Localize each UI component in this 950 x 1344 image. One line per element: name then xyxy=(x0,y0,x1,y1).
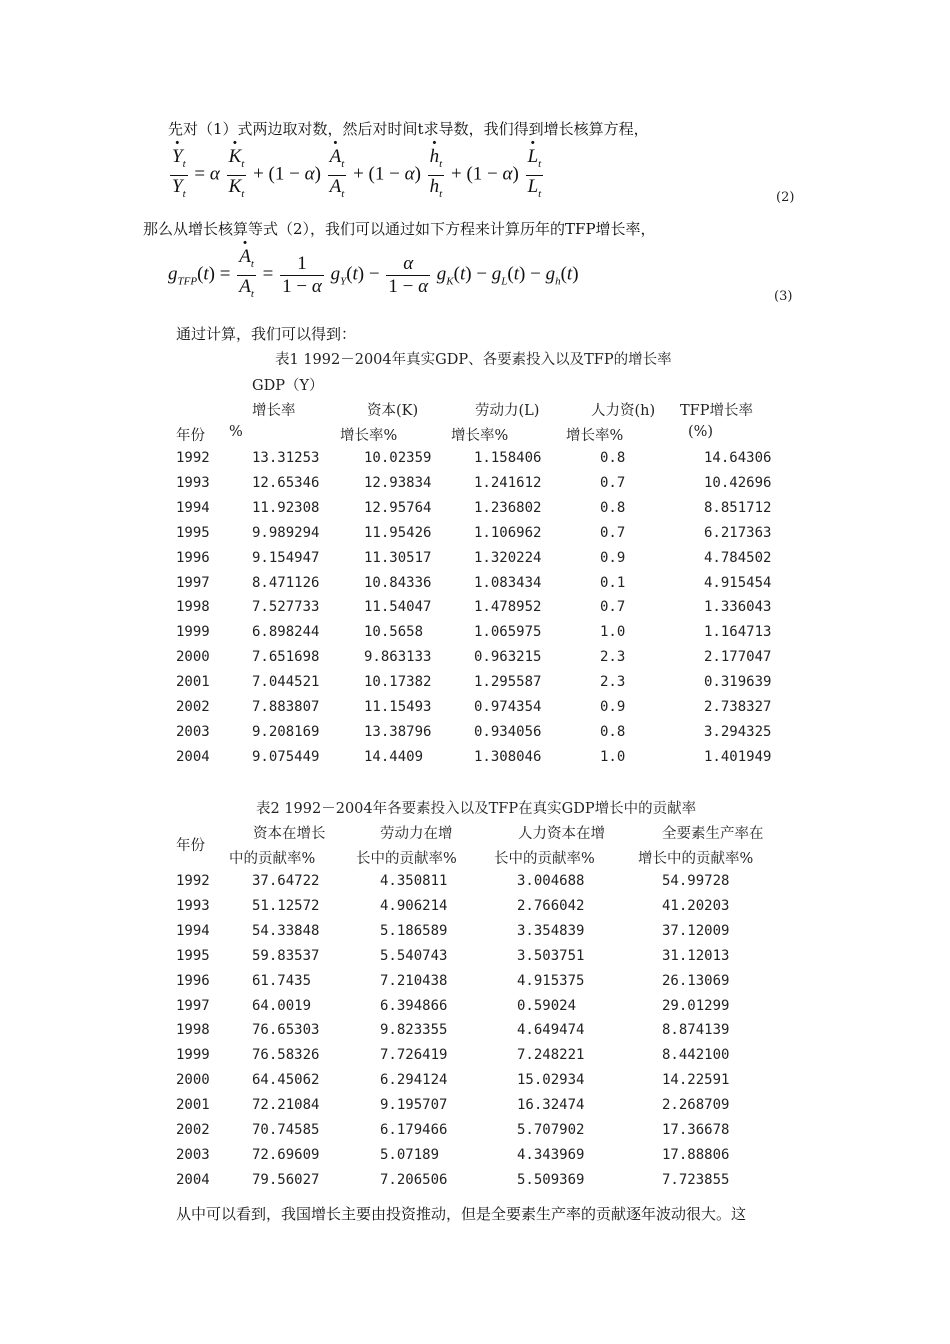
table1-capital-growth-cell: 10.5658 xyxy=(364,624,424,641)
table2-header-capital-line1: 资本在增长 xyxy=(253,826,326,842)
table2-labor-contribution-cell: 6.394866 xyxy=(380,997,448,1014)
equation-number-2: (2) xyxy=(776,190,795,205)
table1-labor-growth-cell: 0.934056 xyxy=(474,723,542,740)
table2-row xyxy=(0,923,950,948)
table1-human-capital-growth-cell: 1.0 xyxy=(600,624,626,641)
table1-capital-growth-cell: 13.38796 xyxy=(364,723,432,740)
table2-labor-contribution-cell: 4.350811 xyxy=(380,873,448,889)
table2-year-cell: 1997 xyxy=(176,997,210,1014)
table1-tfp-growth-cell: 2.177047 xyxy=(704,649,772,666)
table2-human-capital-contribution-cell: 3.004688 xyxy=(517,873,585,889)
table1-labor-growth-cell: 1.106962 xyxy=(474,524,542,541)
table2-year-cell: 2001 xyxy=(176,1097,210,1114)
table1-gdp-growth-cell: 12.65346 xyxy=(252,474,320,491)
table2-year-cell: 1993 xyxy=(176,897,210,914)
table1-labor-growth-cell: 1.295587 xyxy=(474,674,542,691)
table2-capital-contribution-cell: 64.45062 xyxy=(252,1072,320,1089)
table2-row xyxy=(0,873,950,898)
table1-tfp-growth-cell: 10.42696 xyxy=(704,474,772,491)
table1-year-cell: 1997 xyxy=(176,574,210,591)
tfp-growth-equation: $g_{TFP}(t)$ = · $\frac{A_t}{A_t}$ = $\frac{1}{1 - \alpha}$ $g_Y(t)$ − $\frac{\alpha}{1 - \alpha}$ $g_K(t) - g_L(t) - g_h(t)$ xyxy=(168,246,579,305)
table2-capital-contribution-cell: 79.56027 xyxy=(252,1171,320,1188)
table1-human-capital-growth-cell: 2.3 xyxy=(600,674,626,691)
table1-header-capital-line2: 增长率% xyxy=(340,428,398,444)
table1-year-cell: 2003 xyxy=(176,723,210,740)
table2-tfp-contribution-cell: 26.13069 xyxy=(662,972,730,989)
table2-labor-contribution-cell: 7.210438 xyxy=(380,972,448,989)
table2-human-capital-contribution-cell: 2.766042 xyxy=(517,897,585,914)
table1-gdp-growth-cell: 13.31253 xyxy=(252,450,320,466)
table1-row xyxy=(0,649,950,674)
table1-gdp-growth-cell: 9.154947 xyxy=(252,549,320,566)
closing-paragraph: 从中可以看到，我国增长主要由投资推动，但是全要素生产率的贡献逐年波动很大。这 xyxy=(176,1205,747,1223)
table1-tfp-growth-cell: 1.401949 xyxy=(704,748,772,765)
table2-row xyxy=(0,1122,950,1147)
table1-tfp-growth-cell: 6.217363 xyxy=(704,524,772,541)
table1-gdp-growth-cell: 7.527733 xyxy=(252,599,320,616)
table2-capital-contribution-cell: 54.33848 xyxy=(252,922,320,939)
table2-labor-contribution-cell: 5.186589 xyxy=(380,922,448,939)
table2-labor-contribution-cell: 9.823355 xyxy=(380,1022,448,1039)
table2-row xyxy=(0,1097,950,1122)
table1-gdp-growth-cell: 6.898244 xyxy=(252,624,320,641)
table2-capital-contribution-cell: 76.65303 xyxy=(252,1022,320,1039)
table1-row xyxy=(0,525,950,550)
table1-human-capital-growth-cell: 0.9 xyxy=(600,699,626,715)
table2-year-cell: 2004 xyxy=(176,1171,210,1188)
table1-capital-growth-cell: 11.15493 xyxy=(364,699,432,715)
table1-human-capital-growth-cell: 1.0 xyxy=(600,748,626,765)
table1-human-capital-growth-cell: 0.1 xyxy=(600,574,626,591)
table2-tfp-contribution-cell: 2.268709 xyxy=(662,1097,730,1114)
table1-gdp-growth-cell: 8.471126 xyxy=(252,574,320,591)
table1-gdp-growth-cell: 7.651698 xyxy=(252,649,320,666)
table1-tfp-growth-cell: 0.319639 xyxy=(704,674,772,691)
table2-capital-contribution-cell: 37.64722 xyxy=(252,873,320,889)
table1-human-capital-growth-cell: 0.8 xyxy=(600,450,626,466)
table2-header-year: 年份 xyxy=(176,838,205,854)
table1-tfp-growth-cell: 3.294325 xyxy=(704,723,772,740)
table1-gdp-growth-cell: 9.208169 xyxy=(252,723,320,740)
table2-capital-contribution-cell: 70.74585 xyxy=(252,1122,320,1138)
table2-human-capital-contribution-cell: 5.707902 xyxy=(517,1122,585,1138)
table1-row xyxy=(0,575,950,600)
table1-gdp-growth-cell: 9.989294 xyxy=(252,524,320,541)
table2-tfp-contribution-cell: 17.88806 xyxy=(662,1146,730,1163)
intro-paragraph: 先对（1）式两边取对数，然后对时间t求导数，我们得到增长核算方程， xyxy=(168,120,649,138)
table2-labor-contribution-cell: 7.726419 xyxy=(380,1047,448,1064)
table1-year-cell: 2000 xyxy=(176,649,210,666)
table1-header-capital-line1: 资本(K) xyxy=(367,403,419,419)
table1-year-cell: 1992 xyxy=(176,450,210,466)
table1-header-tfp-line1: TFP增长率 xyxy=(680,403,753,419)
table1-year-cell: 2002 xyxy=(176,699,210,715)
table1-human-capital-growth-cell: 0.7 xyxy=(600,599,626,616)
table1-labor-growth-cell: 1.065975 xyxy=(474,624,542,641)
table1-capital-growth-cell: 12.93834 xyxy=(364,474,432,491)
table2-human-capital-contribution-cell: 3.354839 xyxy=(517,922,585,939)
table1-tfp-growth-cell: 1.164713 xyxy=(704,624,772,641)
table1-header-gdp-line2: 增长率 xyxy=(252,403,296,419)
table1-row xyxy=(0,450,950,475)
table1-row xyxy=(0,599,950,624)
equation-number-3: (3) xyxy=(774,289,793,304)
table1-row xyxy=(0,699,950,724)
table2-row xyxy=(0,1147,950,1172)
table1-labor-growth-cell: 1.083434 xyxy=(474,574,542,591)
table2-year-cell: 2003 xyxy=(176,1146,210,1163)
table1-capital-growth-cell: 11.95426 xyxy=(364,524,432,541)
table1-gdp-growth-cell: 7.883807 xyxy=(252,699,320,715)
table2-header-tfp-line1: 全要素生产率在 xyxy=(662,826,764,842)
table2-year-cell: 1992 xyxy=(176,873,210,889)
table2-row xyxy=(0,1047,950,1072)
table1-labor-growth-cell: 0.974354 xyxy=(474,699,542,715)
table2-labor-contribution-cell: 5.07189 xyxy=(380,1146,440,1163)
table1-row xyxy=(0,674,950,699)
table2-human-capital-contribution-cell: 4.915375 xyxy=(517,972,585,989)
table2-tfp-contribution-cell: 7.723855 xyxy=(662,1171,730,1188)
table2-tfp-contribution-cell: 14.22591 xyxy=(662,1072,730,1089)
table2-human-capital-contribution-cell: 3.503751 xyxy=(517,947,585,964)
table1-human-capital-growth-cell: 0.8 xyxy=(600,723,626,740)
table1-human-capital-growth-cell: 0.9 xyxy=(600,549,626,566)
table2-tfp-contribution-cell: 37.12009 xyxy=(662,922,730,939)
table1-year-cell: 1994 xyxy=(176,499,210,516)
table1-tfp-growth-cell: 8.851712 xyxy=(704,499,772,516)
table2-year-cell: 1995 xyxy=(176,947,210,964)
table1-tfp-growth-cell: 1.336043 xyxy=(704,599,772,616)
table2-capital-contribution-cell: 64.0019 xyxy=(252,997,312,1014)
table2-year-cell: 1999 xyxy=(176,1047,210,1064)
table1-row xyxy=(0,500,950,525)
table2-capital-contribution-cell: 51.12572 xyxy=(252,897,320,914)
table1-capital-growth-cell: 9.863133 xyxy=(364,649,432,666)
table2-human-capital-contribution-cell: 4.343969 xyxy=(517,1146,585,1163)
table1-capital-growth-cell: 14.4409 xyxy=(364,748,424,765)
growth-accounting-equation: · $\frac{Y_t}{Y_t}$ = α · $\frac{K_t}{K_t}$ + (1 − α) · $\frac{A_t}{A_t}$ + (1 − α) · $\frac{h_t}{h_t}$ + (1 − α) · $\frac{L_t}{L_t}$ xyxy=(168,146,545,205)
table2-year-cell: 1998 xyxy=(176,1022,210,1039)
table1-caption: 表1 1992－2004年真实GDP、各要素投入以及TFP的增长率 xyxy=(275,352,672,368)
table1-capital-growth-cell: 12.95764 xyxy=(364,499,432,516)
table1-year-cell: 1999 xyxy=(176,624,210,641)
table1-human-capital-growth-cell: 0.8 xyxy=(600,499,626,516)
table1-gdp-growth-cell: 11.92308 xyxy=(252,499,320,516)
table1-labor-growth-cell: 1.478952 xyxy=(474,599,542,616)
table2-tfp-contribution-cell: 17.36678 xyxy=(662,1122,730,1138)
table2-labor-contribution-cell: 6.179466 xyxy=(380,1122,448,1138)
table1-labor-growth-cell: 1.241612 xyxy=(474,474,542,491)
table1-year-cell: 1993 xyxy=(176,474,210,491)
table1-capital-growth-cell: 10.17382 xyxy=(364,674,432,691)
table1-header-labor-line2: 增长率% xyxy=(451,428,509,444)
table1-header-tfp-line2: (%) xyxy=(688,424,714,440)
calculation-paragraph: 通过计算，我们可以得到： xyxy=(176,325,357,343)
table1-capital-growth-cell: 10.02359 xyxy=(364,450,432,466)
table1-labor-growth-cell: 0.963215 xyxy=(474,649,542,666)
table2-row xyxy=(0,1022,950,1047)
table2-header-tfp-line2: 增长中的贡献率% xyxy=(638,851,754,867)
table1-row xyxy=(0,624,950,649)
table2-capital-contribution-cell: 61.7435 xyxy=(252,972,312,989)
table1-capital-growth-cell: 11.30517 xyxy=(364,549,432,566)
table2-tfp-contribution-cell: 31.12013 xyxy=(662,947,730,964)
table2-human-capital-contribution-cell: 7.248221 xyxy=(517,1047,585,1064)
table2-year-cell: 2000 xyxy=(176,1072,210,1089)
table2-year-cell: 1996 xyxy=(176,972,210,989)
table2-human-capital-contribution-cell: 4.649474 xyxy=(517,1022,585,1039)
table1-human-capital-growth-cell: 0.7 xyxy=(600,524,626,541)
table1-tfp-growth-cell: 14.64306 xyxy=(704,450,772,466)
table1-header-labor-line1: 劳动力(L) xyxy=(475,403,540,419)
table1-header-human-line1: 人力资(h) xyxy=(591,403,656,419)
table2-tfp-contribution-cell: 8.874139 xyxy=(662,1022,730,1039)
table2-header-labor-line2: 长中的贡献率% xyxy=(356,851,457,867)
table1-gdp-growth-cell: 7.044521 xyxy=(252,674,320,691)
table1-tfp-growth-cell: 4.915454 xyxy=(704,574,772,591)
table2-header-human-line1: 人力资本在增 xyxy=(518,826,605,842)
table1-capital-growth-cell: 10.84336 xyxy=(364,574,432,591)
table2-human-capital-contribution-cell: 15.02934 xyxy=(517,1072,585,1089)
table1-year-cell: 1995 xyxy=(176,524,210,541)
table2-row xyxy=(0,973,950,998)
table1-header-human-line2: 增长率% xyxy=(566,428,624,444)
table1-row xyxy=(0,749,950,774)
table1-labor-growth-cell: 1.308046 xyxy=(474,748,542,765)
table1-header-gdp-line1: GDP（Y） xyxy=(252,378,324,394)
table2-row xyxy=(0,1072,950,1097)
table1-labor-growth-cell: 1.320224 xyxy=(474,549,542,566)
table1-gdp-growth-cell: 9.075449 xyxy=(252,748,320,765)
table2-labor-contribution-cell: 4.906214 xyxy=(380,897,448,914)
table1-human-capital-growth-cell: 0.7 xyxy=(600,474,626,491)
table2-labor-contribution-cell: 5.540743 xyxy=(380,947,448,964)
table2-capital-contribution-cell: 72.69609 xyxy=(252,1146,320,1163)
table1-tfp-growth-cell: 2.738327 xyxy=(704,699,772,715)
table2-human-capital-contribution-cell: 0.59024 xyxy=(517,997,577,1014)
table1-labor-growth-cell: 1.236802 xyxy=(474,499,542,516)
table2-row xyxy=(0,898,950,923)
table2-capital-contribution-cell: 59.83537 xyxy=(252,947,320,964)
table2-caption: 表2 1992－2004年各要素投入以及TFP在真实GDP增长中的贡献率 xyxy=(256,801,697,817)
table2-row xyxy=(0,1172,950,1197)
table2-header-capital-line2: 中的贡献率% xyxy=(229,851,316,867)
table1-year-cell: 2004 xyxy=(176,748,210,765)
table2-tfp-contribution-cell: 8.442100 xyxy=(662,1047,730,1064)
table2-tfp-contribution-cell: 54.99728 xyxy=(662,873,730,889)
table1-year-cell: 1998 xyxy=(176,599,210,616)
table1-human-capital-growth-cell: 2.3 xyxy=(600,649,626,666)
table1-labor-growth-cell: 1.158406 xyxy=(474,450,542,466)
table1-row xyxy=(0,724,950,749)
table1-header-gdp-line3: % xyxy=(229,424,243,440)
table1-header-year: 年份 xyxy=(176,428,205,444)
table1-row xyxy=(0,550,950,575)
table1-row xyxy=(0,475,950,500)
table1-capital-growth-cell: 11.54047 xyxy=(364,599,432,616)
table2-row xyxy=(0,998,950,1023)
table2-tfp-contribution-cell: 29.01299 xyxy=(662,997,730,1014)
tfp-intro-paragraph: 那么从增长核算等式（2），我们可以通过如下方程来计算历年的TFP增长率， xyxy=(143,220,656,238)
table2-labor-contribution-cell: 9.195707 xyxy=(380,1097,448,1114)
table2-labor-contribution-cell: 6.294124 xyxy=(380,1072,448,1089)
table2-labor-contribution-cell: 7.206506 xyxy=(380,1171,448,1188)
table2-human-capital-contribution-cell: 16.32474 xyxy=(517,1097,585,1114)
table2-capital-contribution-cell: 72.21084 xyxy=(252,1097,320,1114)
table2-year-cell: 2002 xyxy=(176,1122,210,1138)
table2-human-capital-contribution-cell: 5.509369 xyxy=(517,1171,585,1188)
table1-year-cell: 2001 xyxy=(176,674,210,691)
table1-tfp-growth-cell: 4.784502 xyxy=(704,549,772,566)
table1-year-cell: 1996 xyxy=(176,549,210,566)
table2-capital-contribution-cell: 76.58326 xyxy=(252,1047,320,1064)
table2-header-labor-line1: 劳动力在增 xyxy=(380,826,453,842)
table2-tfp-contribution-cell: 41.20203 xyxy=(662,897,730,914)
table2-year-cell: 1994 xyxy=(176,922,210,939)
table2-header-human-line2: 长中的贡献率% xyxy=(494,851,595,867)
table2-row xyxy=(0,948,950,973)
